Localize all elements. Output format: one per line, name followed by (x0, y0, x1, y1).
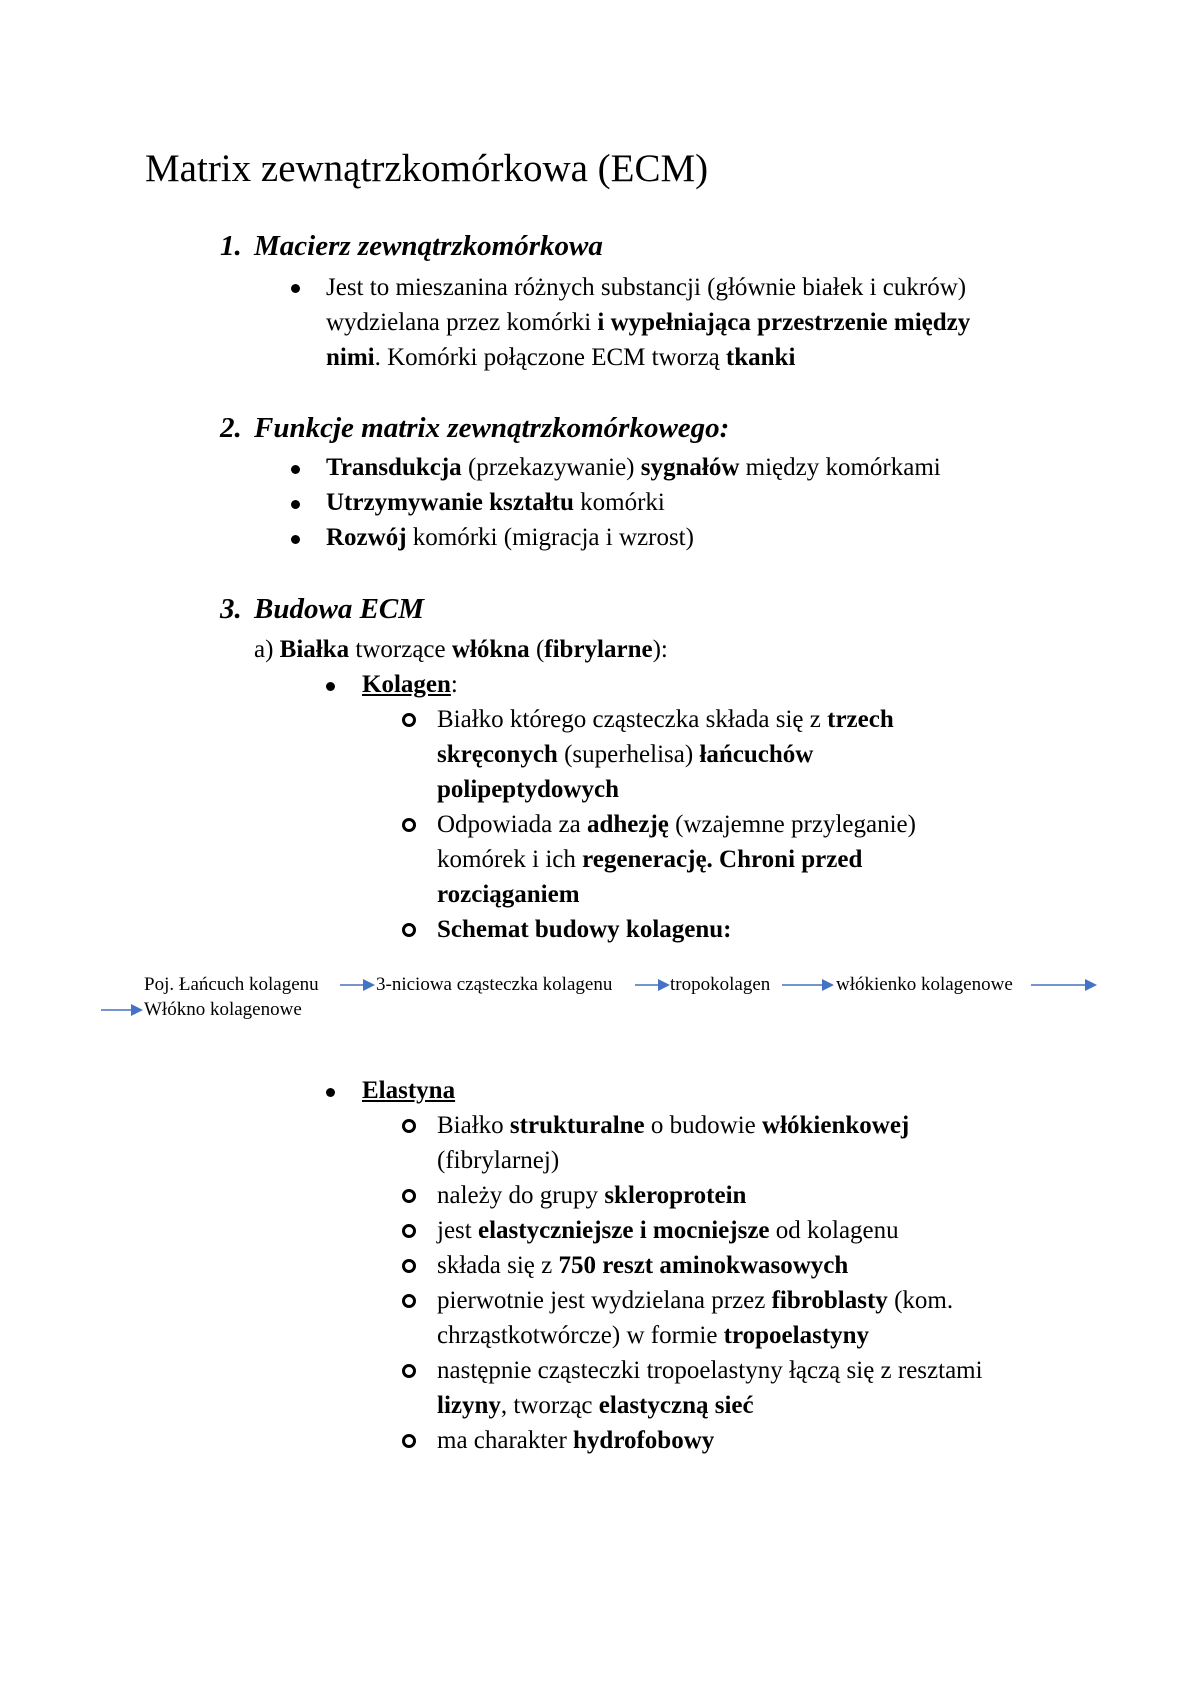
section-number: 2. (220, 412, 242, 444)
text-line: rozciąganiem (437, 881, 580, 908)
page-title: Matrix zewnątrzkomórkowa (ECM) (145, 147, 709, 190)
bullet-icon (291, 284, 300, 293)
circle-bullet-icon (402, 713, 416, 727)
text-line: Odpowiada za adhezję (wzajemne przyleganie) (437, 811, 916, 838)
text-line: pierwotnie jest wydzielana przez fibroblasty (kom. (437, 1287, 954, 1314)
section-3-heading (220, 589, 424, 629)
bullet-icon (291, 465, 300, 474)
schema-step: 3-niciowa cząsteczka kolagenu (376, 974, 613, 995)
list-item: Rozwój komórki (migracja i wzrost) (326, 524, 694, 551)
section-title: Budowa ECM (254, 593, 425, 625)
circle-bullet-icon (402, 923, 416, 937)
schema-step: Włókno kolagenowe (144, 999, 302, 1020)
text-line: wydzielana przez komórki i wypełniająca przestrzenie między (326, 309, 971, 336)
list-item: Transdukcja (przekazywanie) sygnałów między komórkami (326, 454, 941, 481)
circle-bullet-icon (402, 1189, 416, 1203)
arrow-right-icon (634, 977, 671, 993)
text-line: komórek i ich regenerację. Chroni przed (437, 846, 863, 873)
section-2-heading (220, 408, 729, 448)
text-line: następnie cząsteczki tropoelastyny łączą się z resztami (437, 1357, 983, 1384)
text-line: Białko strukturalne o budowie włókienkowej (437, 1112, 910, 1139)
schema-step: Poj. Łańcuch kolagenu (144, 974, 319, 995)
section-number: 1. (220, 230, 242, 262)
section-title: Macierz zewnątrzkomórkowa (254, 230, 603, 262)
circle-bullet-icon (402, 818, 416, 832)
text-line: należy do grupy skleroprotein (437, 1182, 747, 1209)
schema-step: tropokolagen (670, 974, 771, 995)
text-line: ma charakter hydrofobowy (437, 1427, 715, 1454)
bullet-icon (291, 500, 300, 509)
circle-bullet-icon (402, 1259, 416, 1273)
section-1-heading (220, 226, 603, 266)
schema-step: włókienko kolagenowe (836, 974, 1013, 995)
text-line: polipeptydowych (437, 776, 619, 803)
bullet-icon (291, 535, 300, 544)
bullet-icon (326, 682, 335, 691)
circle-bullet-icon (402, 1294, 416, 1308)
text-line: składa się z 750 reszt aminokwasowych (437, 1252, 849, 1279)
circle-bullet-icon (402, 1224, 416, 1238)
text-line: jest elastyczniejsze i mocniejsze od kolagenu (437, 1217, 899, 1244)
circle-bullet-icon (402, 1434, 416, 1448)
circle-bullet-icon (402, 1119, 416, 1133)
bullet-icon (326, 1088, 335, 1097)
arrow-right-icon (781, 977, 835, 993)
section-title: Funkcje matrix zewnątrzkomórkowego: (254, 412, 730, 444)
text-line: Jest to mieszanina różnych substancji (głównie białek i cukrów) (326, 274, 967, 301)
text-line: chrząstkotwórcze) w formie tropoelastyny (437, 1322, 870, 1349)
text-line: Schemat budowy kolagenu: (437, 916, 732, 943)
text-line: Białko którego cząsteczka składa się z trzech (437, 706, 894, 733)
text-line: lizyny, tworząc elastyczną sieć (437, 1392, 754, 1419)
section-number: 3. (220, 593, 242, 625)
sub-heading-a: a) Białka tworzące włókna (fibrylarne): (254, 636, 668, 663)
arrow-right-icon (100, 1002, 144, 1018)
arrow-right-icon (339, 977, 376, 993)
elastyna-label: Elastyna (362, 1077, 456, 1104)
arrow-right-icon (1030, 977, 1098, 993)
text-line: skręconych (superhelisa) łańcuchów (437, 741, 814, 768)
circle-bullet-icon (402, 1364, 416, 1378)
kolagen-label: Kolagen: (362, 671, 458, 698)
text-line: (fibrylarnej) (437, 1147, 560, 1174)
list-item: Utrzymywanie kształtu komórki (326, 489, 665, 516)
text-line: nimi. Komórki połączone ECM tworzą tkanki (326, 344, 796, 371)
